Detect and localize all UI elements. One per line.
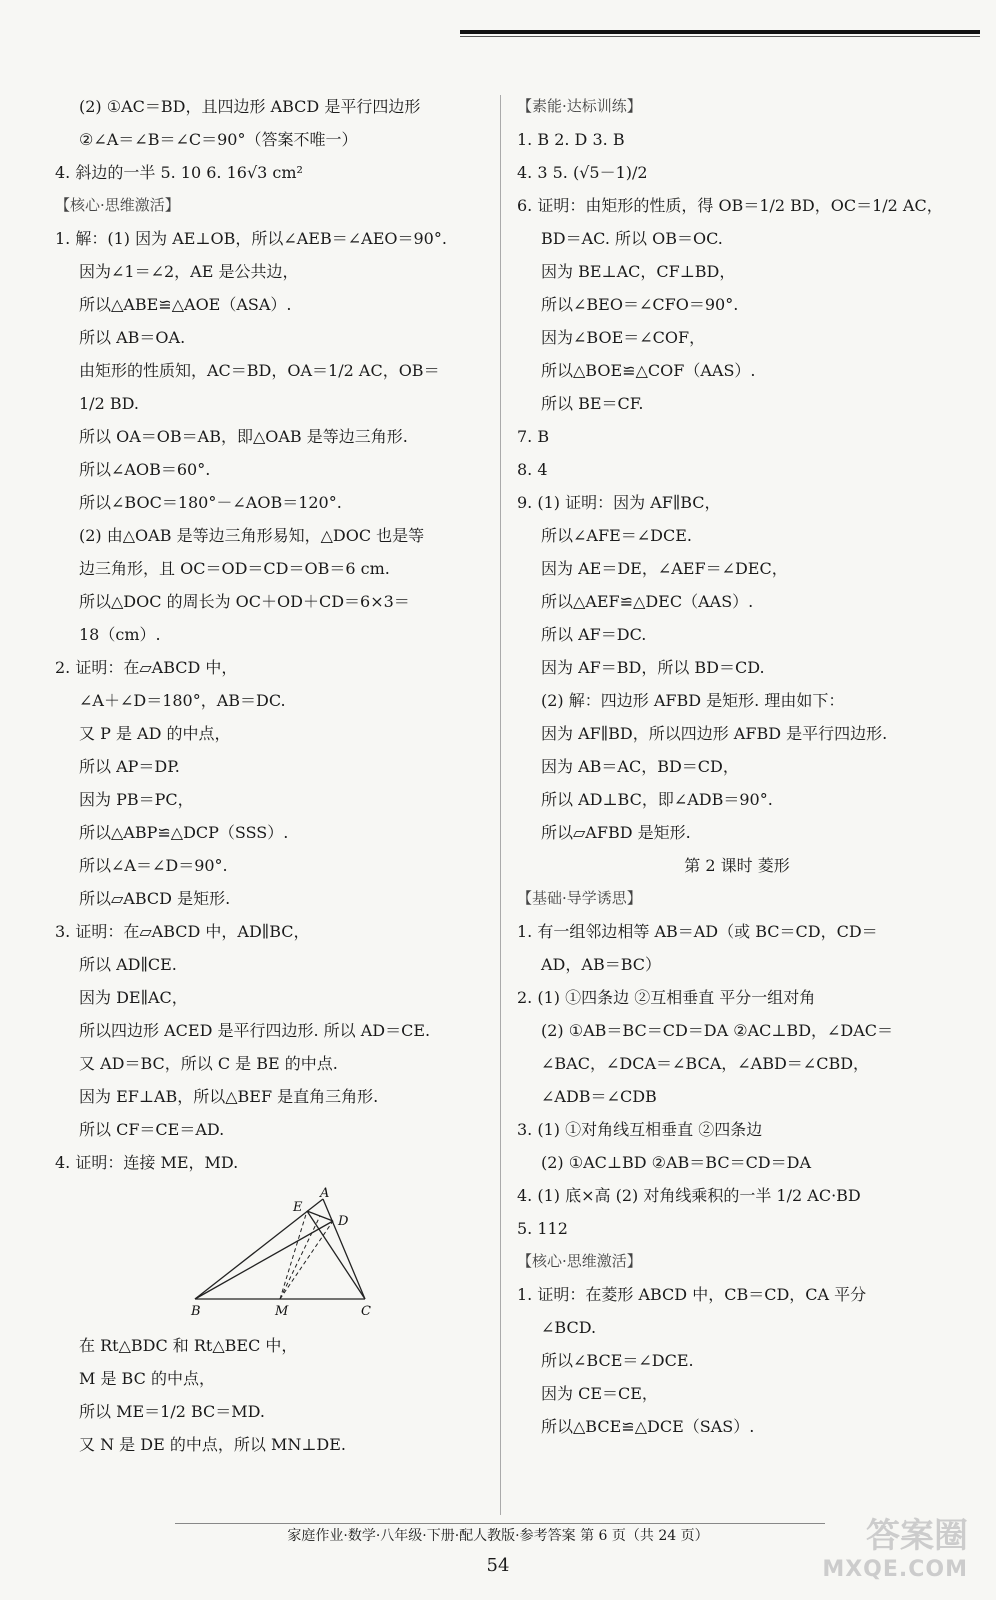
left-column [55,90,495,1461]
text-line: 2. (1) ①四条边 ②互相垂直 平分一组对角 [517,988,816,1007]
text-line: 4. 斜边的一半 5. 10 6. 16√3 cm² [55,163,303,182]
text-line: 所以 AD⊥BC，即∠ADB＝90°. [541,790,773,809]
text-line: 4. (1) 底×高 (2) 对角线乘积的一半 1/2 AC·BD [517,1186,861,1205]
text-line: 4. 证明：连接 ME，MD. [55,1153,239,1172]
text-line: (2) 解：四边形 AFBD 是矩形. 理由如下： [541,691,845,710]
text-line: BD＝AC. 所以 OB＝OC. [541,229,723,248]
text-line: ∠ADB＝∠CDB [541,1087,657,1106]
column-divider [500,95,501,1515]
text-line: 所以∠A＝∠D＝90°. [79,856,228,875]
section-heading: 【素能·达标训练】 [517,97,642,115]
text-line: 5. 112 [517,1219,568,1238]
watermark-url: MXQE.COM [822,1557,968,1582]
geometry-diagram [191,1186,395,1319]
watermark-logo [822,1508,968,1582]
text-line: 所以 AB＝OA. [79,328,186,347]
label-m: M [275,1304,289,1319]
text-line: 8. 4 [517,460,548,479]
text-line: 因为 EF⊥AB，所以△BEF 是直角三角形. [79,1087,379,1106]
text-line: 所以∠BCE＝∠DCE. [541,1351,694,1370]
text-line: 因为∠BOE＝∠COF， [541,328,706,347]
text-line: 所以△ABE≌△AOE（ASA）. [79,295,292,314]
text-line: 18（cm）. [79,625,161,644]
label-b: B [191,1304,201,1319]
text-line: 因为 DE∥AC， [79,988,188,1007]
text-line: (2) 由△OAB 是等边三角形易知，△DOC 也是等 [79,526,425,545]
text-line: 在 Rt△BDC 和 Rt△BEC 中， [79,1336,298,1355]
text-line: 所以▱ABCD 是矩形. [79,889,231,908]
text-line: 因为 AF＝BD，所以 BD＝CD. [541,658,765,677]
segment-md [280,1221,333,1299]
text-line: 所以∠AFE＝∠DCE. [541,526,692,545]
text-line: M 是 BC 的中点， [79,1369,215,1388]
text-line: 所以 AF＝DC. [541,625,647,644]
segment-ba [195,1199,323,1299]
lesson-title: 第 2 课时 菱形 [684,856,790,875]
page-number: 54 [486,1555,510,1576]
text-line: 所以四边形 ACED 是平行四边形. 所以 AD＝CE. [79,1021,431,1040]
text-line: ∠A＋∠D＝180°，AB＝DC. [79,691,286,710]
text-line: (2) ①AB＝BC＝CD＝DA ②AC⊥BD，∠DAC＝ [541,1021,894,1040]
text-line: 因为 CE＝CE， [541,1384,658,1403]
text-line: 所以∠BOC＝180°－∠AOB＝120°. [79,493,342,512]
text-line: 所以△BCE≌△DCE（SAS）. [541,1417,755,1436]
text-line: 2. 证明：在▱ABCD 中， [55,658,238,677]
text-line: 因为 AF∥BD，所以四边形 AFBD 是平行四边形. [541,724,888,743]
label-c: C [361,1304,371,1319]
text-line: 7. B [517,427,550,446]
watermark-text: 答案圈 [866,1516,968,1556]
text-line: 所以▱AFBD 是矩形. [541,823,691,842]
text-line: ∠BAC，∠DCA＝∠BCA，∠ABD＝∠CBD， [541,1054,870,1073]
text-line: 所以 AD∥CE. [79,955,177,974]
text-line: 1. B 2. D 3. B [517,130,625,149]
text-line: 因为 PB＝PC， [79,790,194,809]
text-line: 1. 有一组邻边相等 AB＝AD（或 BC＝CD，CD＝ [517,922,878,941]
text-line: 4. 3 5. (√5－1)/2 [517,163,648,182]
page-footer: 家庭作业·数学·八年级·下册·配人教版·参考答案 第 6 页（共 24 页） [287,1528,709,1544]
text-line: 又 P 是 AD 的中点， [79,724,231,743]
text-line: 因为∠1＝∠2，AE 是公共边， [79,262,299,281]
label-d: D [338,1214,349,1229]
text-line: (2) ①AC＝BD，且四边形 ABCD 是平行四边形 [79,97,421,116]
segment-me [280,1211,307,1299]
text-line: 1. 解：(1) 因为 AE⊥OB，所以∠AEB＝∠AEO＝90°. [55,229,447,248]
text-line: 又 AD＝BC，所以 C 是 BE 的中点. [79,1054,338,1073]
label-e: E [293,1200,303,1215]
text-line: AD，AB＝BC） [541,955,661,974]
text-line: 所以△ABP≌△DCP（SSS）. [79,823,289,842]
text-line: 1. 证明：在菱形 ABCD 中，CB＝CD，CA 平分 [517,1285,867,1304]
label-a: A [320,1186,330,1201]
section-heading: 【核心·思维激活】 [55,196,180,214]
text-line: 所以 CF＝CE＝AD. [79,1120,225,1139]
section-heading: 【基础·导学诱思】 [517,889,642,907]
text-line: 所以△BOE≌△COF（AAS）. [541,361,756,380]
text-line: 所以∠AOB＝60°. [79,460,211,479]
text-line: 因为 AE＝DE，∠AEF＝∠DEC， [541,559,788,578]
right-column [517,90,957,1443]
top-rule [460,30,980,34]
text-line: 边三角形，且 OC＝OD＝CD＝OB＝6 cm. [79,559,390,578]
text-line: 由矩形的性质知，AC＝BD，OA＝1/2 AC，OB＝ [79,361,440,380]
text-line: 3. 证明：在▱ABCD 中，AD∥BC， [55,922,310,941]
text-line: 所以 ME＝1/2 BC＝MD. [79,1402,266,1421]
text-line: 6. 证明：由矩形的性质，得 OB＝1/2 BD，OC＝1/2 AC， [517,196,943,215]
text-line: 所以△AEF≌△DEC（AAS）. [541,592,754,611]
text-line: 因为 BE⊥AC，CF⊥BD， [541,262,736,281]
text-line: (2) ①AC⊥BD ②AB＝BC＝CD＝DA [541,1153,812,1172]
text-line: 所以 OA＝OB＝AB，即△OAB 是等边三角形. [79,427,408,446]
text-line: 又 N 是 DE 的中点，所以 MN⊥DE. [79,1435,346,1454]
text-line: 所以△DOC 的周长为 OC＋OD＋CD＝6×3＝ [79,592,410,611]
text-line: 所以 BE＝CF. [541,394,644,413]
text-line: 因为 AB＝AC，BD＝CD， [541,757,739,776]
top-rule-thin [460,36,980,37]
segment-ce [307,1211,365,1299]
text-line: 3. (1) ①对角线互相垂直 ②四条边 [517,1120,763,1139]
section-heading: 【核心·思维激活】 [517,1252,642,1270]
text-line: ②∠A＝∠B＝∠C＝90°（答案不唯一） [79,130,358,149]
text-line: 9. (1) 证明：因为 AF∥BC， [517,493,721,512]
text-line: ∠BCD. [541,1318,597,1337]
footer-rule [175,1523,825,1524]
text-line: 1/2 BD. [79,394,139,413]
text-line: 所以 AP＝DP. [79,757,180,776]
text-line: 所以∠BEO＝∠CFO＝90°. [541,295,739,314]
